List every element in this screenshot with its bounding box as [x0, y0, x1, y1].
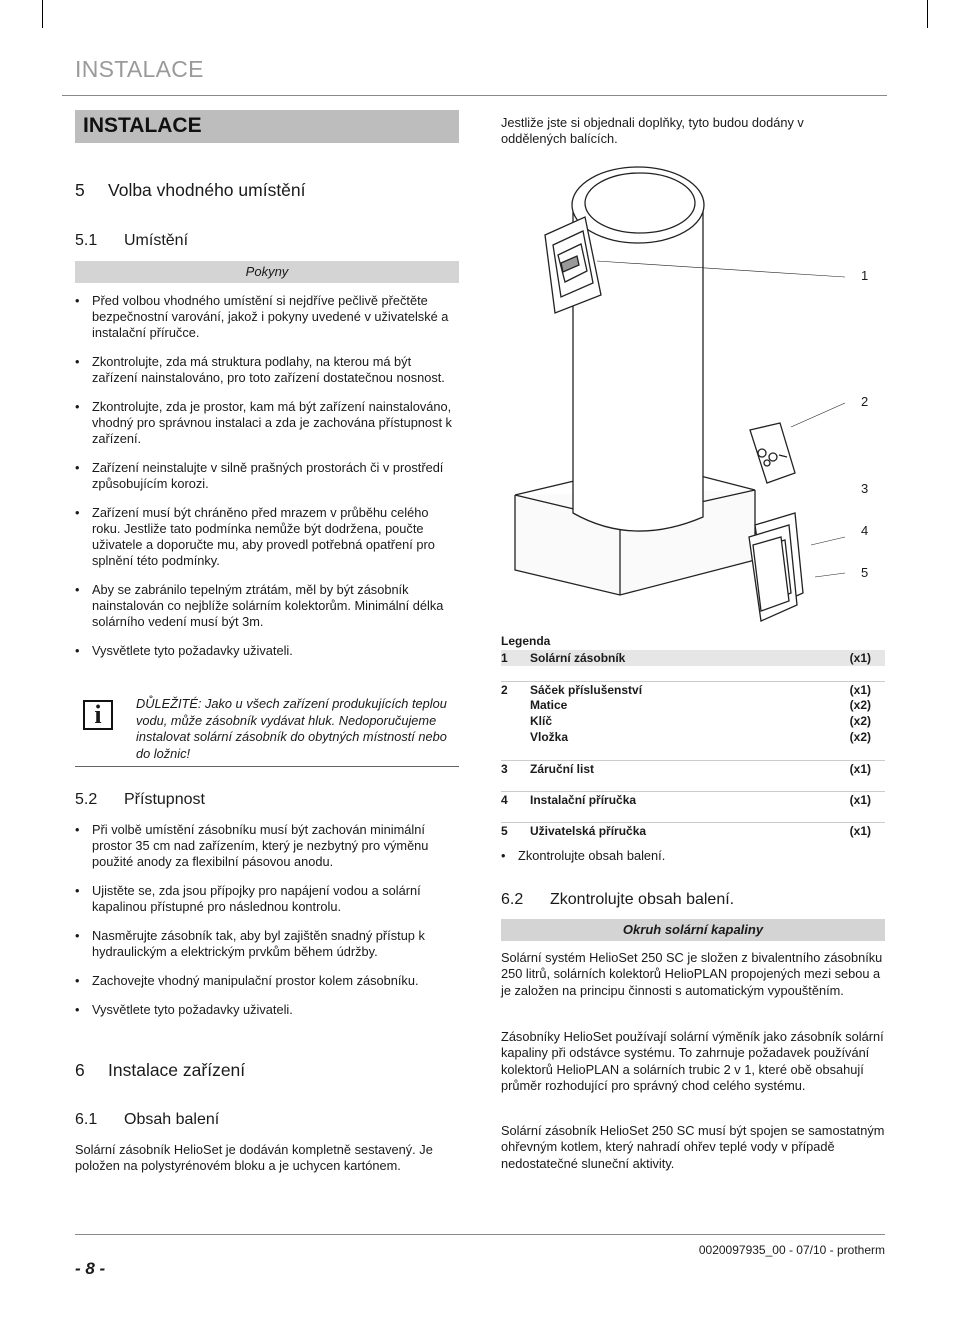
legend-title: Legenda	[501, 634, 551, 648]
check-bullet-list	[501, 848, 885, 864]
page-number: - 8 -	[75, 1259, 106, 1278]
section-title: Zkontrolujte obsah balení.	[550, 891, 735, 908]
legend-qty: (x1)	[849, 683, 871, 697]
crop-mark-left	[42, 0, 43, 28]
section-number: 6.1	[75, 1111, 98, 1128]
section-number: 6.2	[501, 891, 524, 908]
solar-paragraph: Solární systém HelioSet 250 SC je složen z bivalentního zásobníku 250 litrů, solárních kolektorů HelioPLAN propojených mezi sebou a je založen na principu činnosti s automatickým vypouštěním.	[501, 950, 883, 998]
section-title: Instalace zařízení	[108, 1060, 246, 1080]
list-item: • Zkontrolujte obsah balení.	[501, 848, 885, 864]
solar-paragraph: Zásobníky HelioSet používají solární výměník jako zásobník solární kapaliny při odstávce systému. To zahrnuje požadavek používání kolektorů HelioPLAN a solárních trubic 2 v 1, které obě obsahují průměr rozhodující pro správný chod celého systému.	[501, 1029, 884, 1093]
legend-row	[501, 697, 885, 713]
running-header: INSTALACE	[75, 56, 204, 82]
header-rule	[62, 95, 887, 96]
legend-label: Uživatelská příručka	[530, 824, 647, 838]
important-text: DŮLEŽITÉ: Jako u všech zařízení produkujících teplou vodu, může zásobník vydávat hluk. Nedoporučujeme instalovat solární zásobník do obytných místností nebo do ložnic!	[136, 696, 447, 761]
list-item: • Aby se zabránilo tepelným ztrátám, měl by být zásobník nainstalován co nejblíže solárním kolektorům. Minimální délka solárního vedení musí být 3m.	[75, 582, 459, 630]
document-reference: 0020097935_00 - 07/10 - protherm	[698, 1243, 885, 1257]
section-banner	[75, 110, 459, 143]
list-item: • Zařízení neinstalujte v silně prašných prostorách či v prostředí způsobujícím korozi.	[75, 460, 459, 492]
important-note	[75, 690, 459, 767]
legend-qty: (x1)	[849, 651, 871, 665]
list-item: • Zachovejte vhodný manipulační prostor kolem zásobníku.	[75, 973, 459, 989]
callout-2: 2	[861, 394, 869, 409]
legend-qty: (x2)	[849, 698, 871, 712]
legend-number: 4	[501, 793, 508, 807]
legend-row	[501, 822, 885, 838]
callout-3: 3	[861, 481, 869, 496]
legend-row	[501, 760, 885, 776]
section-number: 5.1	[75, 232, 98, 249]
section-5-1-heading	[75, 232, 188, 250]
callout-1: 1	[861, 268, 869, 283]
section-number: 5.2	[75, 791, 98, 808]
section-6-heading	[75, 1060, 245, 1081]
callout-5: 5	[861, 565, 869, 580]
solar-paragraph: Solární zásobník HelioSet 250 SC musí být spojen se samostatným ohřevným kotlem, který nahradí ohřev teplé vody v případě nedostatečné sluneční aktivity.	[501, 1123, 885, 1171]
list-item: • Zkontrolujte, zda má struktura podlahy, na kterou má být zařízení nainstalováno, pro toto zařízení dostatečnou nosnost.	[75, 354, 459, 386]
intro-note: Jestliže jste si objednali doplňky, tyto budou dodány v oddělených balících.	[501, 115, 804, 146]
list-item: • Vysvětlete tyto požadavky uživateli.	[75, 1002, 459, 1018]
banner-label: INSTALACE	[83, 114, 202, 137]
legend-row	[501, 681, 885, 697]
legend-label: Záruční list	[530, 762, 595, 776]
legend-row	[501, 791, 885, 807]
section-6-1-heading	[75, 1111, 219, 1129]
legend-label: Matice	[530, 698, 568, 712]
placement-bullet-list	[75, 293, 459, 659]
list-item: • Vysvětlete tyto požadavky uživateli.	[75, 643, 459, 659]
solar-fluid-bar: Okruh solární kapaliny	[501, 919, 885, 941]
list-item: • Před volbou vhodného umístění si nejdříve pečlivě přečtěte bezpečnostní varování, jakož i pokyny uvedené v uživatelské a instalační příručce.	[75, 293, 459, 341]
list-item: • Zařízení musí být chráněno před mrazem v průběhu celého roku. Jestliže tato podmínka nemůže být dodržena, poučte uživatele a doporučte mu, aby provedl potřebná opatření pro splnění této podmínky.	[75, 505, 459, 569]
section-number: 6	[75, 1060, 85, 1080]
section-5-2-heading	[75, 791, 205, 809]
legend-row	[501, 729, 885, 745]
section-title: Umístění	[124, 232, 189, 249]
legend-number: 3	[501, 762, 508, 776]
section-6-2-heading	[501, 891, 734, 909]
legend-qty: (x1)	[849, 793, 871, 807]
legend-row	[501, 650, 885, 666]
legend-number: 2	[501, 683, 508, 697]
access-bullet-list	[75, 822, 459, 1018]
pokyny-bar: Pokyny	[75, 261, 459, 283]
crop-mark-right	[927, 0, 928, 28]
list-item: • Ujistěte se, zda jsou přípojky pro napájení vodou a solární kapalinou přístupné pro následnou kontrolu.	[75, 883, 459, 915]
footer-rule	[75, 1234, 885, 1235]
list-item: • Při volbě umístění zásobníku musí být zachován minimální prostor 35 cm nad zařízením, který je nezbytný pro výměnu použité anody za flexibilní pásovou anodu.	[75, 822, 459, 870]
legend-label: Solární zásobník	[530, 651, 626, 665]
legend-qty: (x2)	[849, 714, 871, 728]
tank-drawing	[505, 165, 885, 625]
info-icon: i	[83, 700, 113, 730]
callout-4: 4	[861, 523, 869, 538]
legend-qty: (x2)	[849, 730, 871, 744]
legend-qty: (x1)	[849, 824, 871, 838]
legend-row	[501, 713, 885, 729]
section-title: Obsah balení	[124, 1111, 220, 1128]
legend-qty: (x1)	[849, 762, 871, 776]
package-contents-text: Solární zásobník HelioSet je dodáván kompletně sestavený. Je položen na polystyrénovém bloku a je uchycen kartónem.	[75, 1142, 433, 1174]
legend-number: 5	[501, 824, 508, 838]
legend-label: Sáček příslušenství	[530, 683, 643, 697]
section-number: 5	[75, 180, 85, 200]
section-5-heading	[75, 180, 306, 201]
section-title: Volba vhodného umístění	[108, 180, 306, 200]
list-item: • Nasměrujte zásobník tak, aby byl zajištěn snadný přístup k hydraulickým a elektrickým prvkům během údržby.	[75, 928, 459, 960]
legend-number: 1	[501, 651, 508, 665]
list-item: • Zkontrolujte, zda je prostor, kam má být zařízení nainstalováno, vhodný pro správnou instalaci a zda je zachována přístupnost k zařízení.	[75, 399, 459, 447]
legend-label: Klíč	[530, 714, 553, 728]
section-title: Přístupnost	[124, 791, 205, 808]
legend-label: Vložka	[530, 730, 569, 744]
tank-package-illustration	[505, 165, 885, 625]
legend-label: Instalační příručka	[530, 793, 637, 807]
